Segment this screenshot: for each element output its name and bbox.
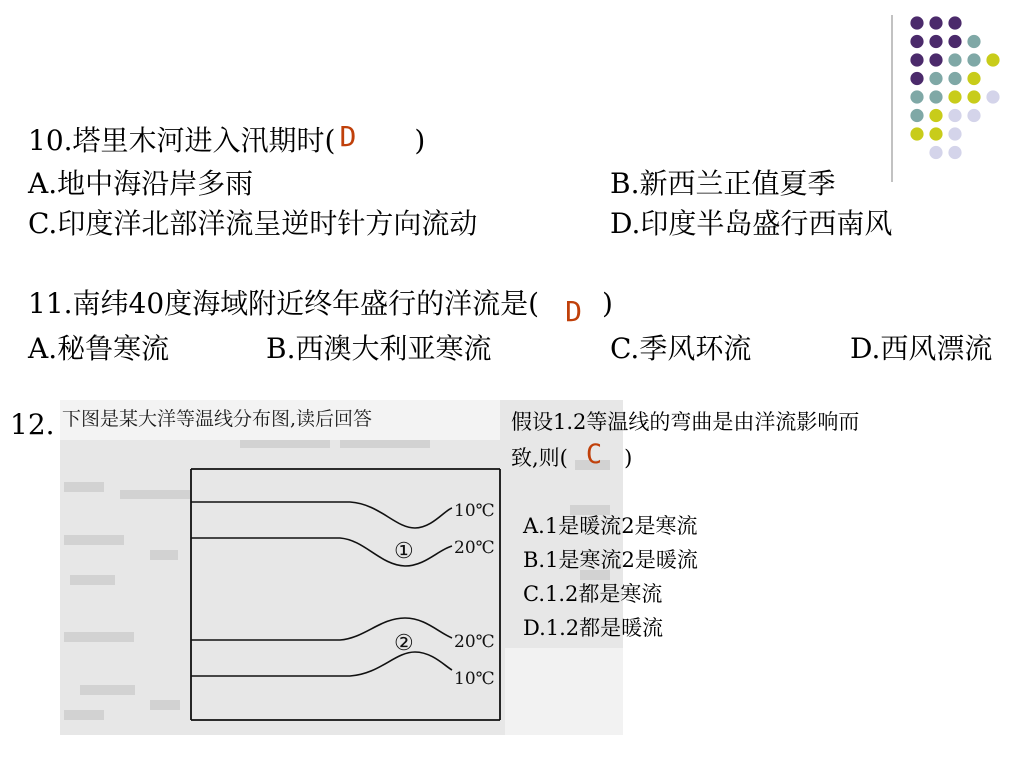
q12-option-b: B.1是寒流2是暖流 [523,548,698,572]
q12-stem-line2 [511,440,632,475]
decorative-dot [967,35,980,48]
decorative-dot-grid [880,10,1010,190]
decorative-dot [910,127,923,140]
decorative-dot [967,109,980,122]
decorative-dot [948,53,961,66]
q12-close: ) [624,446,633,470]
q11-stem-text: 11.南纬40度海域附近终年盛行的洋流是( [28,287,540,320]
q12-stem-pre: 致,则( [511,446,568,470]
q12-option-a: A.1是暖流2是寒流 [523,514,698,538]
decorative-dot [929,35,942,48]
decorative-dot [967,53,980,66]
current-marker-1: ① [394,539,414,564]
q12-number: 12. [10,408,55,441]
q10-option-b: B.新西兰正值夏季 [610,167,836,200]
decorative-dot [967,72,980,85]
isotherm-label-1: 10℃ [454,501,495,521]
decorative-dot [929,16,942,29]
q10-stem [28,120,426,158]
decorative-dot [948,16,961,29]
q11-option-d: D.西风漂流 [850,332,993,365]
q10-answer: D [339,120,357,153]
isotherm-label-3: 20℃ [454,632,495,652]
decorative-dot [910,16,923,29]
q11-option-c: C.季风环流 [610,332,752,365]
q10-close: ) [414,124,426,157]
decorative-dot [986,90,999,103]
decorative-dot [929,72,942,85]
isotherm-label-2: 20℃ [454,538,495,558]
q11-stem [28,287,613,328]
figure-caption: 下图是某大洋等温线分布图,读后回答 [62,408,373,430]
current-marker-2: ② [394,631,414,656]
q12-option-d: D.1.2都是暖流 [523,616,664,640]
q12-answer: C [585,439,603,470]
isotherm-label-4: 10℃ [454,669,495,689]
decorative-dot [929,53,942,66]
decorative-dot [929,90,942,103]
q11-option-a: A.秘鲁寒流 [28,332,170,365]
decorative-dot [929,109,942,122]
decorative-dot [910,53,923,66]
decorative-dot [910,90,923,103]
decorative-dot [948,90,961,103]
decorative-dot [929,146,942,159]
decorative-dot [910,35,923,48]
q12-option-c: C.1.2都是寒流 [523,582,663,606]
figure-white-inset [505,648,623,735]
q10-option-d: D.印度半岛盛行西南风 [610,207,893,240]
q10-stem-text: 10.塔里木河进入汛期时( [28,124,336,157]
decorative-dot [948,72,961,85]
decorative-dot [910,72,923,85]
q10-option-c: C.印度洋北部洋流呈逆时针方向流动 [28,207,478,240]
q11-option-b: B.西澳大利亚寒流 [266,332,492,365]
q11-close: ) [601,287,613,320]
decorative-dot [986,53,999,66]
q10-option-a: A.地中海沿岸多雨 [28,167,254,200]
q12-stem-line1: 假设1.2等温线的弯曲是由洋流影响而 [511,410,860,434]
decorative-dot [929,127,942,140]
decorative-dot [910,109,923,122]
decorative-dot [967,90,980,103]
decorative-dot [948,109,961,122]
q11-answer: D [565,295,582,328]
decorative-dot [948,146,961,159]
decorative-dot [948,127,961,140]
decorative-dot [948,35,961,48]
